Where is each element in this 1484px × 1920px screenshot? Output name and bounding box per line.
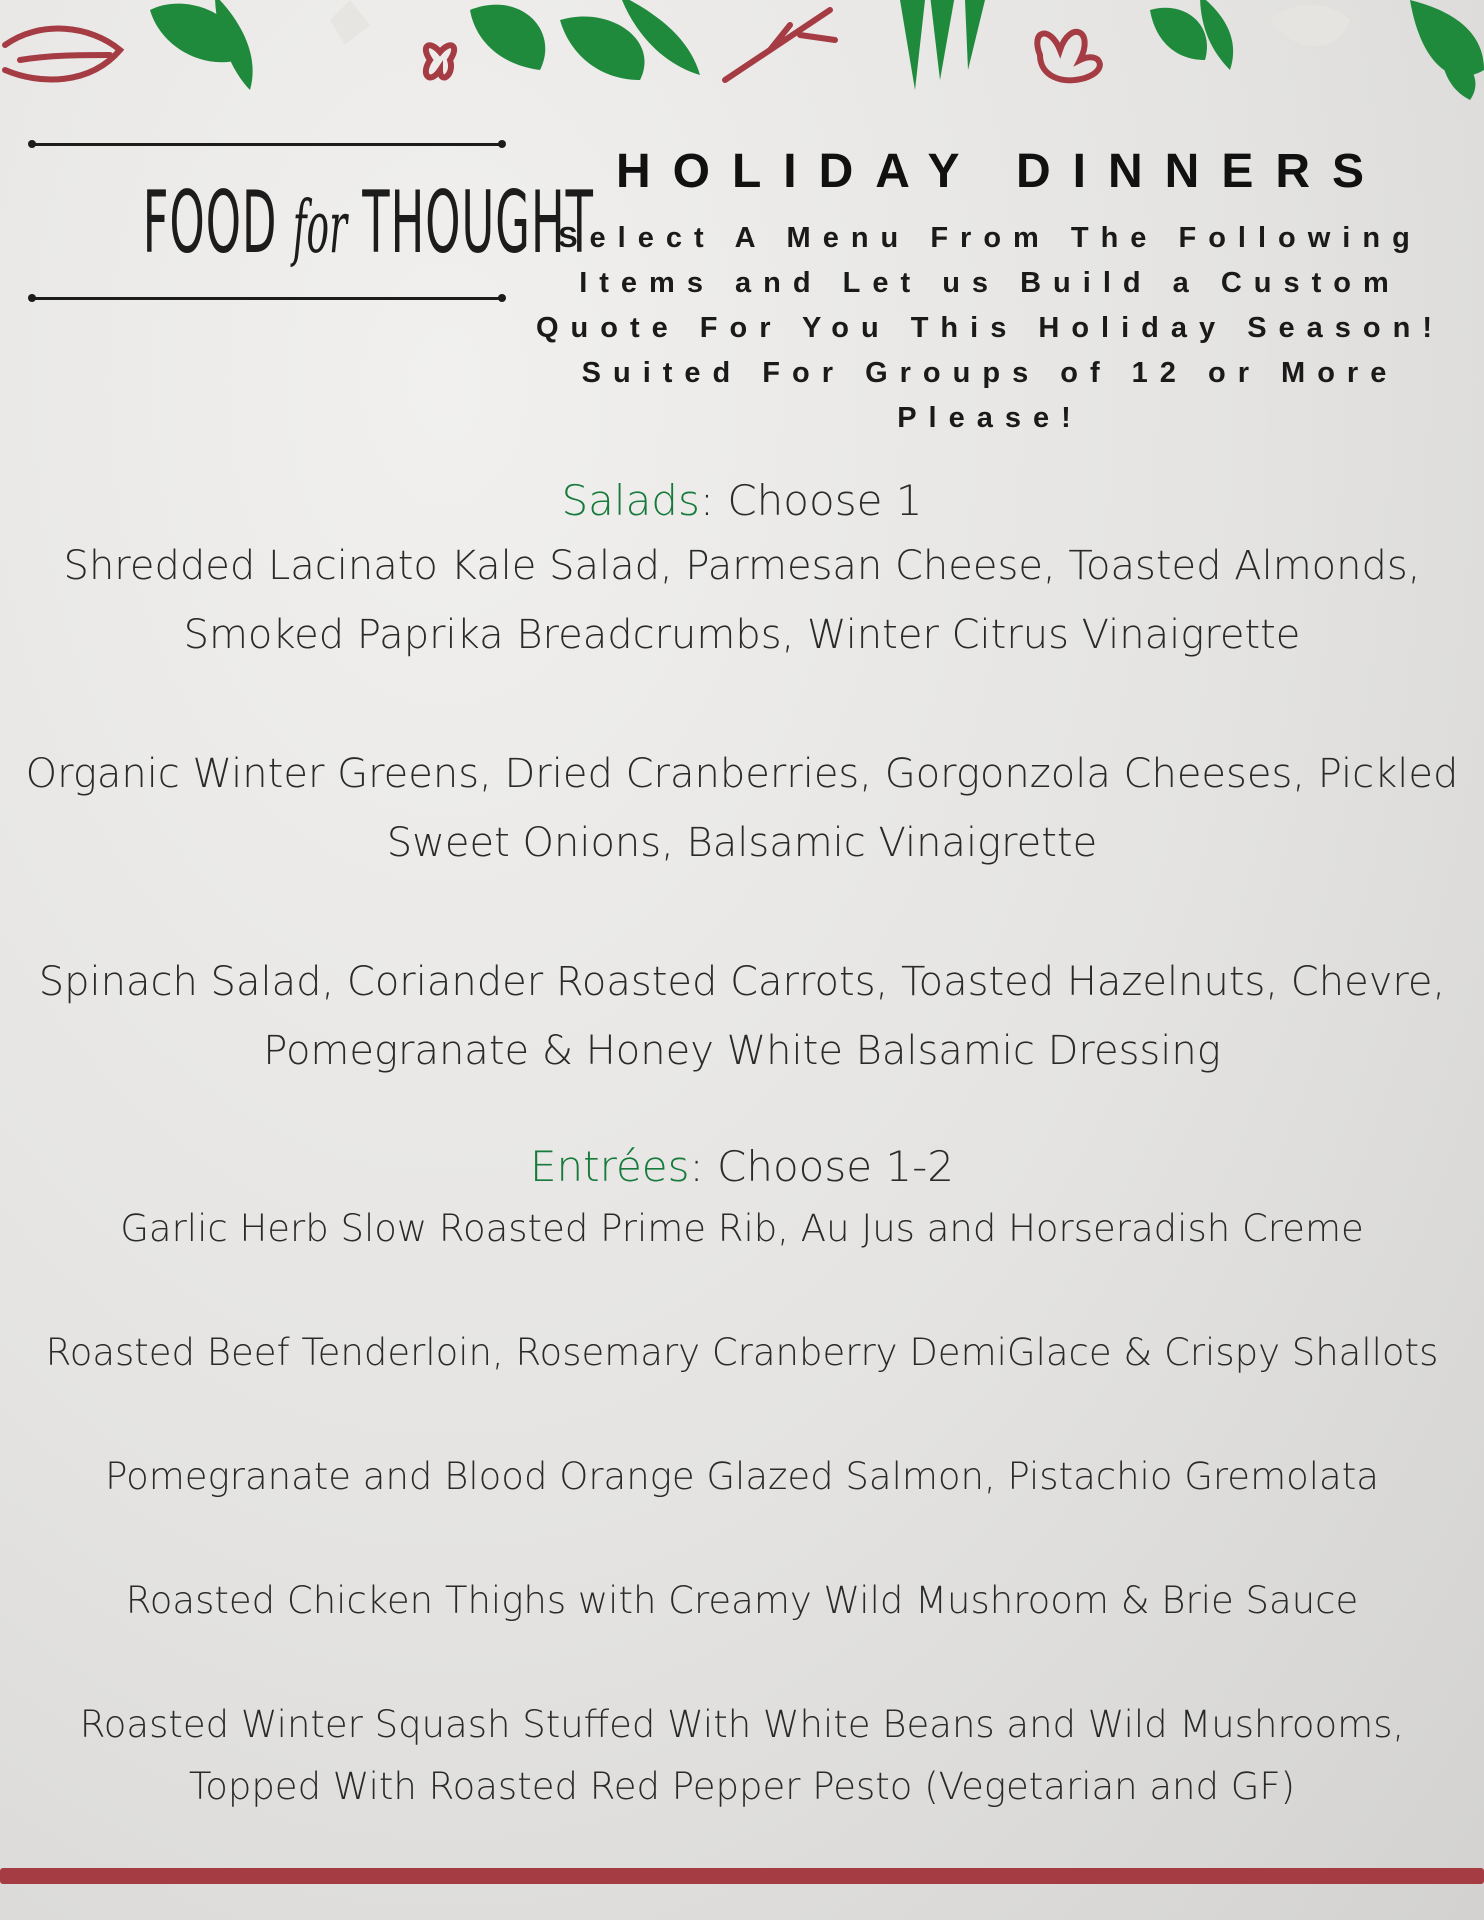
entrees-heading xyxy=(0,1136,1484,1198)
page-title: HOLIDAY DINNERS xyxy=(615,145,1387,198)
entrees-label: Entrées xyxy=(529,1142,690,1191)
salad-item: Shredded Lacinato Kale Salad, Parmesan Cheese, Toasted Almonds, Smoked Paprika Breadcrumbs, Winter Citrus Vinaigrette xyxy=(63,543,1421,658)
menu-header xyxy=(520,140,1460,441)
bottom-red-stripe xyxy=(0,1868,1484,1884)
entree-item: Roasted Beef Tenderloin, Rosemary Cranberry DemiGlace & Crispy Shallots xyxy=(45,1331,1439,1374)
page-subtitle: Select A Menu From The Following Items and Let us Build a Custom Quote For You This Holiday Season! Suited For Groups of 12 or More Please! xyxy=(535,222,1445,434)
entrees-section xyxy=(0,1136,1484,1818)
entree-item: Roasted Winter Squash Stuffed With White Beans and Wild Mushrooms, Topped With Roasted Red Pepper Pesto (Vegetarian and GF) xyxy=(79,1703,1405,1808)
logo-wordmark xyxy=(142,173,595,275)
salads-label: Salads xyxy=(561,476,700,525)
salads-choose: : Choose 1 xyxy=(699,476,923,525)
salads-section xyxy=(0,470,1484,1086)
entrees-choose: : Choose 1-2 xyxy=(689,1142,955,1191)
logo-word-food: FOOD xyxy=(142,173,278,273)
salad-item: Spinach Salad, Coriander Roasted Carrots, Toasted Hazelnuts, Chevre, Pomegranate & Honey White Balsamic Dressing xyxy=(38,959,1446,1074)
entree-item: Roasted Chicken Thighs with Creamy Wild Mushroom & Brie Sauce xyxy=(125,1579,1359,1622)
logo-word-thought: THOUGHT xyxy=(362,173,595,273)
logo-bottom-rule xyxy=(32,297,502,300)
logo-top-rule xyxy=(32,143,502,146)
holiday-leaves-border xyxy=(0,0,1484,110)
entree-item: Garlic Herb Slow Roasted Prime Rib, Au Jus and Horseradish Creme xyxy=(120,1207,1364,1250)
logo-word-for: for xyxy=(292,185,347,269)
salad-item: Organic Winter Greens, Dried Cranberries, Gorgonzola Cheeses, Pickled Sweet Onions, Balsamic Vinaigrette xyxy=(25,751,1459,866)
salads-heading xyxy=(0,470,1484,532)
menu-body xyxy=(0,470,1484,1818)
entree-item: Pomegranate and Blood Orange Glazed Salmon, Pistachio Gremolata xyxy=(105,1455,1379,1498)
food-for-thought-logo xyxy=(28,135,595,307)
